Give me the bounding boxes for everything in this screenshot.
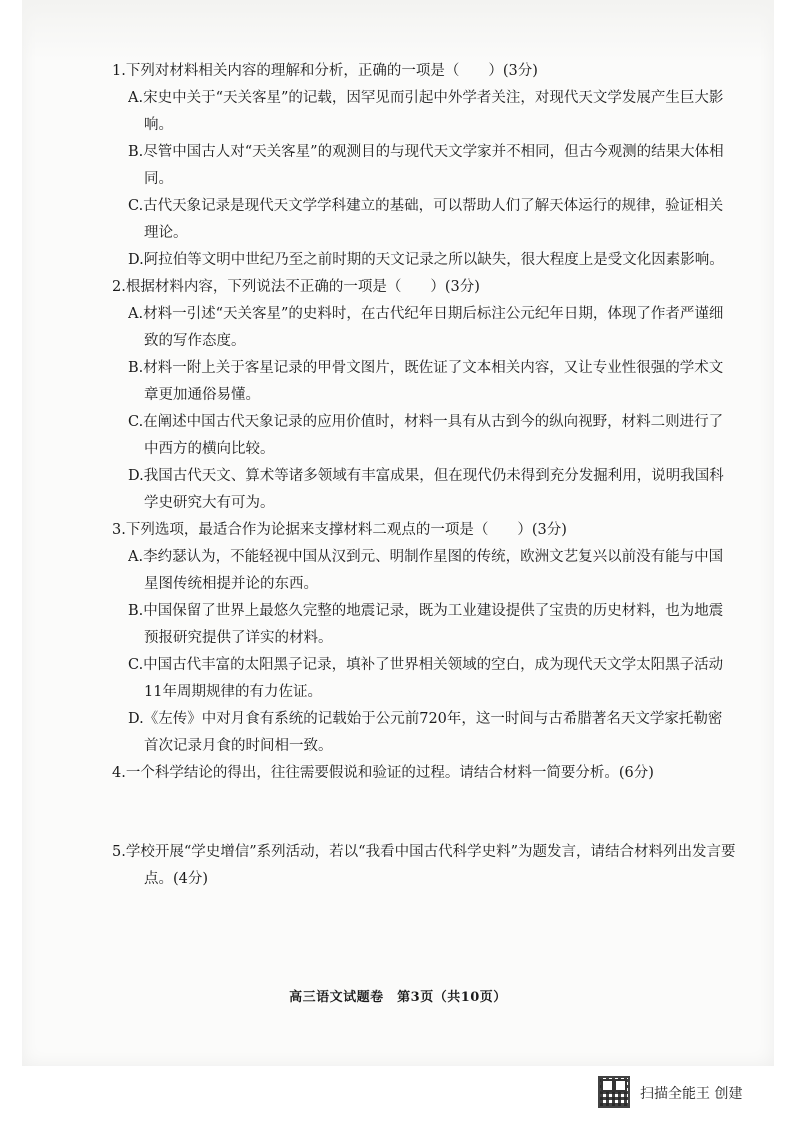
option-a (112, 544, 758, 598)
option-text: B.尽管中国古人对“天关客星”的观测目的与现代天文学家并不相同，但古今观测的结果大体相 (128, 144, 724, 160)
option-d (112, 706, 758, 760)
option-text-cont: 预报研究提供了详实的材料。 (144, 630, 333, 646)
question-3 (112, 517, 758, 760)
option-c (112, 652, 758, 706)
option-text: B.中国保留了世界上最悠久完整的地震记录，既为工业建设提供了宝贵的历史材料，也为地震 (128, 603, 724, 619)
question-1 (112, 58, 758, 274)
option-a (112, 85, 758, 139)
option-text: D.《左传》中对月食有系统的记载始于公元前720年，这一时间与古希腊著名天文学家托勒密 (128, 711, 723, 727)
option-text-cont: 首次记录月食的时间相一致。 (144, 738, 333, 754)
option-text: C.中国古代丰富的太阳黑子记录，填补了世界相关领域的空白，成为现代天文学太阳黑子活动 (128, 657, 724, 673)
option-text-cont: 章更加通俗易懂。 (144, 387, 260, 403)
option-b (112, 139, 758, 193)
question-list (112, 58, 758, 893)
option-text-cont: 响。 (144, 117, 173, 133)
question-stem-cont: 点。(4分) (144, 871, 209, 887)
option-text: D.阿拉伯等文明中世纪乃至之前时期的天文记录之所以缺失，很大程度上是受文化因素影响。 (128, 252, 724, 268)
scanner-brand-label: 扫描全能王 创建 (640, 1086, 743, 1102)
option-a (112, 301, 758, 355)
question-2 (112, 274, 758, 517)
option-text-cont: 理论。 (144, 225, 188, 241)
answer-space (112, 787, 758, 839)
option-b (112, 355, 758, 409)
option-text-cont: 学史研究大有可为。 (144, 495, 275, 511)
option-text: A.宋史中关于“天关客星”的记载，因罕见而引起中外学者关注，对现代天文学发展产生巨大影 (128, 90, 724, 106)
bleed-through-shadow (22, 0, 774, 60)
option-text: C.在阐述中国古代天象记录的应用价值时，材料一具有从古到今的纵向视野，材料二则进行了 (128, 414, 724, 430)
option-text: A.李约瑟认为，不能轻视中国从汉到元、明制作星图的传统，欧洲文艺复兴以前没有能与中国 (128, 549, 724, 565)
option-text-cont: 致的写作态度。 (144, 333, 246, 349)
option-c (112, 193, 758, 247)
question-stem: 1.下列对材料相关内容的理解和分析，正确的一项是（ ）(3分) (112, 63, 538, 79)
option-text: D.我国古代天文、算术等诸多领域有丰富成果，但在现代仍未得到充分发掘利用，说明我国科 (128, 468, 724, 484)
option-c (112, 409, 758, 463)
question-stem: 3.下列选项，最适合作为论据来支撑材料二观点的一项是（ ）(3分) (112, 522, 567, 538)
option-d (112, 247, 758, 274)
qr-code-icon (598, 1076, 630, 1108)
question-stem: 2.根据材料内容，下列说法不正确的一项是（ ）(3分) (112, 279, 480, 295)
question-stem: 5.学校开展“学史增信”系列活动，若以“我看中国古代科学史料”为题发言，请结合材料列出发言要 (112, 844, 736, 860)
exam-page (22, 0, 774, 1066)
question-stem: 4.一个科学结论的得出，往往需要假说和验证的过程。请结合材料一简要分析。(6分) (112, 765, 654, 781)
option-text-cont: 星图传统相提并论的东西。 (144, 576, 318, 592)
page-footer: 高三语文试题卷 第3页（共10页） (289, 990, 507, 1005)
option-text: C.古代天象记录是现代天文学学科建立的基础，可以帮助人们了解天体运行的规律，验证相关 (128, 198, 724, 214)
option-d (112, 463, 758, 517)
option-text-cont: 同。 (144, 171, 173, 187)
option-b (112, 598, 758, 652)
option-text-cont: 11年周期规律的有力佐证。 (144, 684, 322, 700)
option-text-cont: 中西方的横向比较。 (144, 441, 275, 457)
question-5 (112, 839, 758, 893)
question-4 (112, 760, 758, 839)
option-text: B.材料一附上关于客星记录的甲骨文图片，既佐证了文本相关内容，又让专业性很强的学术文 (128, 360, 724, 376)
option-text: A.材料一引述“天关客星”的史料时，在古代纪年日期后标注公元纪年日期，体现了作者严谨细 (128, 306, 724, 322)
